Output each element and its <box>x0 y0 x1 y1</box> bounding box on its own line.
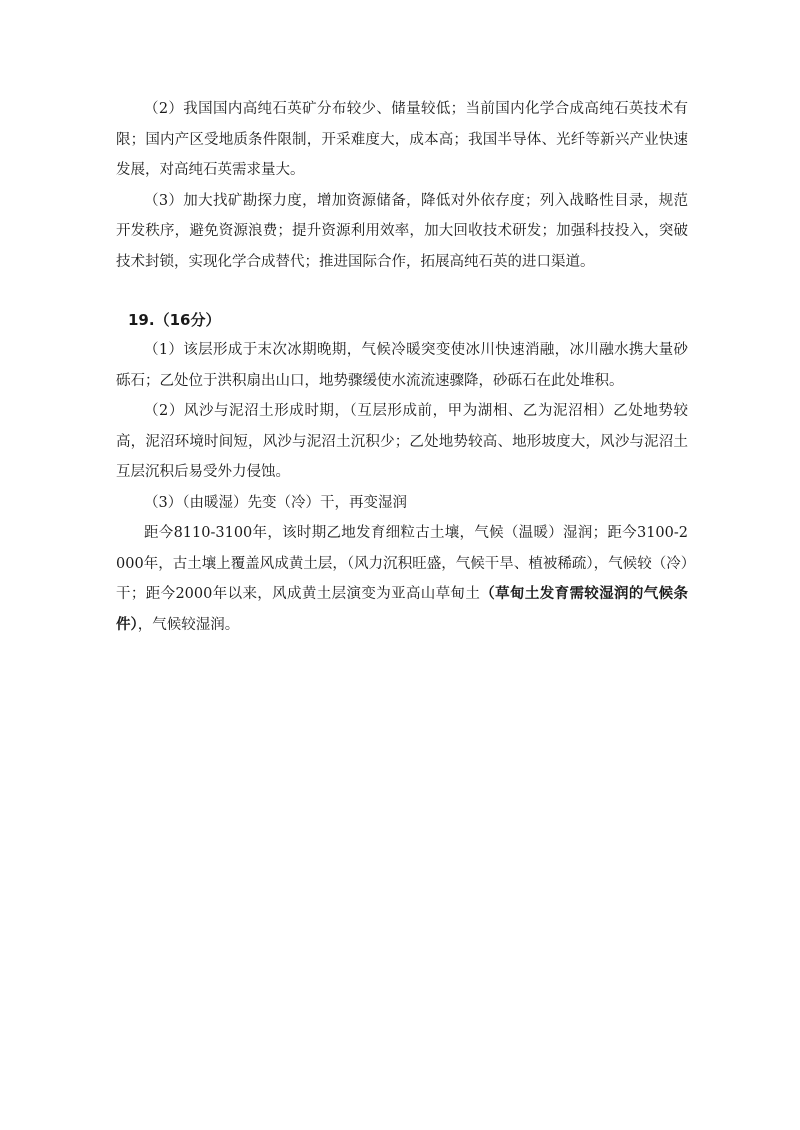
q19-answer-3: （3）（由暖湿）先变（冷）干，再变湿润 <box>144 494 407 511</box>
q19-answer-2: （2）风沙与泥沼土形成时期，（互层形成前，甲为湖相、乙为泥沼相）乙处地势较高，泥沼环境时间短，风沙与泥沼土沉积少；乙处地势较高、地形坡度大，风沙与泥沼土互层沉积后易受外力侵蚀。 <box>116 403 688 480</box>
q19-detail-end: ，气候较湿润。 <box>137 616 240 633</box>
q19-answer-1: （1）该层形成于末次冰期晚期，气候冷暖突变使冰川快速消融，冰川融水携大量砂砾石；乙处位于洪积扇出山口，地势骤缓使水流流速骤降，砂砾石在此处堆积。 <box>116 342 688 389</box>
q18-answer-3: （3）加大找矿勘探力度，增加资源储备，降低对外依存度；列入战略性目录，规范开发秩序，避免资源浪费；提升资源利用效率，加大回收技术研发；加强科技投入，突破技术封锁，实现化学合成替代；推进国际合作，拓展高纯石英的进口渠道。 <box>116 192 688 270</box>
q19-detail-emphasis: （草甸土发育需较湿润的气候条件） <box>116 585 688 633</box>
q19-heading: 19.（16分） <box>128 311 221 329</box>
section-divider <box>116 277 688 305</box>
q19-detail-text: 距今8110-3100年，该时期乙地发育细粒古土壤，气候（温暖）湿润；距今3100-2000年，古土壤上覆盖风成黄土层，（风力沉积旺盛，气候干旱、植被稀疏），气候较（冷）干；距今2000年以来，风成黄土层演变为亚高山草甸土 <box>116 525 688 602</box>
q18-answer-2: （2）我国国内高纯石英矿分布较少、储量较低；当前国内化学合成高纯石英技术有限；国内产区受地质条件限制，开采难度大，成本高；我国半导体、光纤等新兴产业快速发展，对高纯石英需求量大。 <box>116 101 688 178</box>
q19-answer-3-detail <box>116 518 688 640</box>
document-page <box>116 94 688 640</box>
